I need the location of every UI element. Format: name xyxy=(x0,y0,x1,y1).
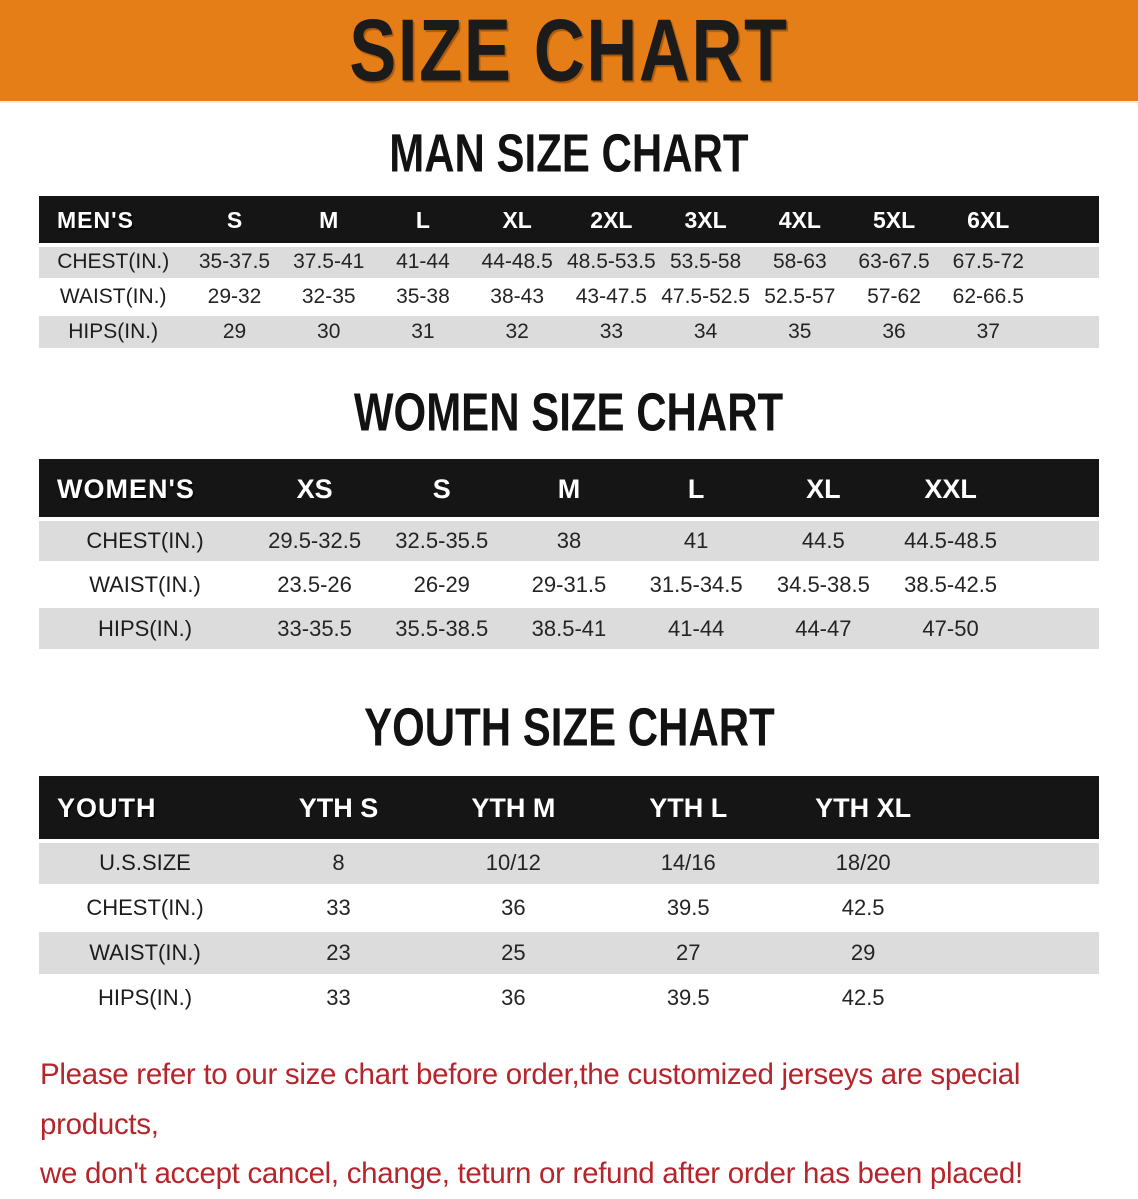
section-heading-text: MAN SIZE CHART xyxy=(389,122,749,184)
table-cell: 35-38 xyxy=(376,280,470,315)
table-cell: 42.5 xyxy=(776,976,951,1021)
table-cell: 38 xyxy=(505,519,632,563)
table-cell: 36 xyxy=(847,315,941,350)
table-cell: 41-44 xyxy=(633,607,760,651)
column-header: XL xyxy=(760,461,887,519)
spacer-cell xyxy=(951,931,1099,976)
table-cell: 44.5-48.5 xyxy=(887,519,1014,563)
table-cell: 36 xyxy=(426,886,601,931)
table-title-womens: WOMEN'S xyxy=(39,461,251,519)
table-cell: 32 xyxy=(470,315,564,350)
table-cell: 34.5-38.5 xyxy=(760,563,887,607)
table-cell: 33-35.5 xyxy=(251,607,378,651)
column-header: YTH S xyxy=(251,778,426,841)
row-label: CHEST(IN.) xyxy=(39,519,251,563)
table-row xyxy=(39,886,1099,931)
table-cell: 18/20 xyxy=(776,841,951,886)
table-cell: 44-48.5 xyxy=(470,245,564,280)
column-header: 3XL xyxy=(658,198,752,245)
row-label: WAIST(IN.) xyxy=(39,931,251,976)
table-row xyxy=(39,315,1099,350)
table-cell: 47-50 xyxy=(887,607,1014,651)
column-header: S xyxy=(378,461,505,519)
table-cell: 58-63 xyxy=(753,245,847,280)
column-header: YTH M xyxy=(426,778,601,841)
table-header-row xyxy=(39,778,1099,841)
table-row xyxy=(39,280,1099,315)
column-header: XXL xyxy=(887,461,1014,519)
table-cell: 41 xyxy=(633,519,760,563)
table-cell: 35-37.5 xyxy=(187,245,281,280)
banner xyxy=(0,0,1138,103)
table-row xyxy=(39,519,1099,563)
spacer-cell xyxy=(951,886,1099,931)
spacer-cell xyxy=(951,778,1099,841)
disclaimer-line-2: we don't accept cancel, change, teturn or refund after order has been placed! xyxy=(40,1157,1023,1191)
column-header: 5XL xyxy=(847,198,941,245)
table-title-mens: MEN'S xyxy=(39,198,187,245)
table-cell: 23 xyxy=(251,931,426,976)
section-heading-text: YOUTH SIZE CHART xyxy=(363,696,775,758)
spacer-cell xyxy=(1014,519,1099,563)
table-row xyxy=(39,976,1099,1021)
column-header: XS xyxy=(251,461,378,519)
row-label: HIPS(IN.) xyxy=(39,976,251,1021)
table-cell: 48.5-53.5 xyxy=(564,245,658,280)
table-cell: 32.5-35.5 xyxy=(378,519,505,563)
table-header-row xyxy=(39,461,1099,519)
size-section-youth xyxy=(0,652,1138,1022)
table-cell: 35 xyxy=(753,315,847,350)
table-cell: 38-43 xyxy=(470,280,564,315)
table-row xyxy=(39,245,1099,280)
table-cell: 38.5-42.5 xyxy=(887,563,1014,607)
table-cell: 67.5-72 xyxy=(941,245,1035,280)
column-header: 4XL xyxy=(753,198,847,245)
table-cell: 25 xyxy=(426,931,601,976)
section-heading-mens xyxy=(0,103,1138,196)
table-cell: 53.5-58 xyxy=(658,245,752,280)
table-row xyxy=(39,563,1099,607)
table-cell: 37 xyxy=(941,315,1035,350)
spacer-cell xyxy=(1035,245,1099,280)
spacer-cell xyxy=(1014,461,1099,519)
table-cell: 29-32 xyxy=(187,280,281,315)
table-cell: 44-47 xyxy=(760,607,887,651)
page-title: SIZE CHART xyxy=(349,1,789,100)
row-label: WAIST(IN.) xyxy=(39,280,187,315)
column-header: 6XL xyxy=(941,198,1035,245)
column-header: L xyxy=(633,461,760,519)
table-cell: 33 xyxy=(564,315,658,350)
table-cell: 14/16 xyxy=(601,841,776,886)
table-cell: 33 xyxy=(251,886,426,931)
column-header: M xyxy=(282,198,376,245)
table-header-row xyxy=(39,198,1099,245)
row-label: CHEST(IN.) xyxy=(39,245,187,280)
table-cell: 38.5-41 xyxy=(505,607,632,651)
table-row xyxy=(39,841,1099,886)
size-section-mens xyxy=(0,103,1138,351)
row-label: U.S.SIZE xyxy=(39,841,251,886)
table-row xyxy=(39,931,1099,976)
column-header: YTH L xyxy=(601,778,776,841)
row-label: WAIST(IN.) xyxy=(39,563,251,607)
size-table-youth xyxy=(39,776,1099,1022)
row-label: CHEST(IN.) xyxy=(39,886,251,931)
spacer-cell xyxy=(1014,563,1099,607)
table-cell: 63-67.5 xyxy=(847,245,941,280)
column-header: 2XL xyxy=(564,198,658,245)
column-header: L xyxy=(376,198,470,245)
disclaimer xyxy=(40,1050,1098,1199)
table-cell: 23.5-26 xyxy=(251,563,378,607)
spacer-cell xyxy=(1014,607,1099,651)
table-cell: 34 xyxy=(658,315,752,350)
column-header: S xyxy=(187,198,281,245)
table-cell: 35.5-38.5 xyxy=(378,607,505,651)
disclaimer-line-1: Please refer to our size chart before order,the customized jerseys are special products, xyxy=(40,1058,1021,1141)
table-cell: 36 xyxy=(426,976,601,1021)
spacer-cell xyxy=(1035,198,1099,245)
table-cell: 31 xyxy=(376,315,470,350)
size-chart-sections xyxy=(0,103,1138,1022)
table-title-youth: YOUTH xyxy=(39,778,251,841)
table-cell: 29-31.5 xyxy=(505,563,632,607)
section-heading-womens xyxy=(0,351,1138,459)
table-cell: 57-62 xyxy=(847,280,941,315)
spacer-cell xyxy=(951,976,1099,1021)
table-cell: 39.5 xyxy=(601,976,776,1021)
table-row xyxy=(39,607,1099,651)
size-table-womens xyxy=(39,459,1099,652)
table-cell: 42.5 xyxy=(776,886,951,931)
spacer-cell xyxy=(951,841,1099,886)
table-cell: 33 xyxy=(251,976,426,1021)
table-cell: 52.5-57 xyxy=(753,280,847,315)
table-cell: 27 xyxy=(601,931,776,976)
table-cell: 29 xyxy=(776,931,951,976)
table-cell: 43-47.5 xyxy=(564,280,658,315)
table-cell: 10/12 xyxy=(426,841,601,886)
table-cell: 44.5 xyxy=(760,519,887,563)
table-cell: 37.5-41 xyxy=(282,245,376,280)
spacer-cell xyxy=(1035,315,1099,350)
table-cell: 29 xyxy=(187,315,281,350)
size-table-mens xyxy=(39,196,1099,351)
table-cell: 29.5-32.5 xyxy=(251,519,378,563)
spacer-cell xyxy=(1035,280,1099,315)
table-cell: 30 xyxy=(282,315,376,350)
table-cell: 26-29 xyxy=(378,563,505,607)
table-cell: 39.5 xyxy=(601,886,776,931)
section-heading-youth xyxy=(0,652,1138,776)
table-cell: 47.5-52.5 xyxy=(658,280,752,315)
table-cell: 41-44 xyxy=(376,245,470,280)
column-header: XL xyxy=(470,198,564,245)
column-header: M xyxy=(505,461,632,519)
row-label: HIPS(IN.) xyxy=(39,607,251,651)
size-section-womens xyxy=(0,351,1138,652)
table-cell: 8 xyxy=(251,841,426,886)
table-cell: 62-66.5 xyxy=(941,280,1035,315)
column-header: YTH XL xyxy=(776,778,951,841)
section-heading-text: WOMEN SIZE CHART xyxy=(354,381,784,443)
table-cell: 32-35 xyxy=(282,280,376,315)
row-label: HIPS(IN.) xyxy=(39,315,187,350)
table-cell: 31.5-34.5 xyxy=(633,563,760,607)
